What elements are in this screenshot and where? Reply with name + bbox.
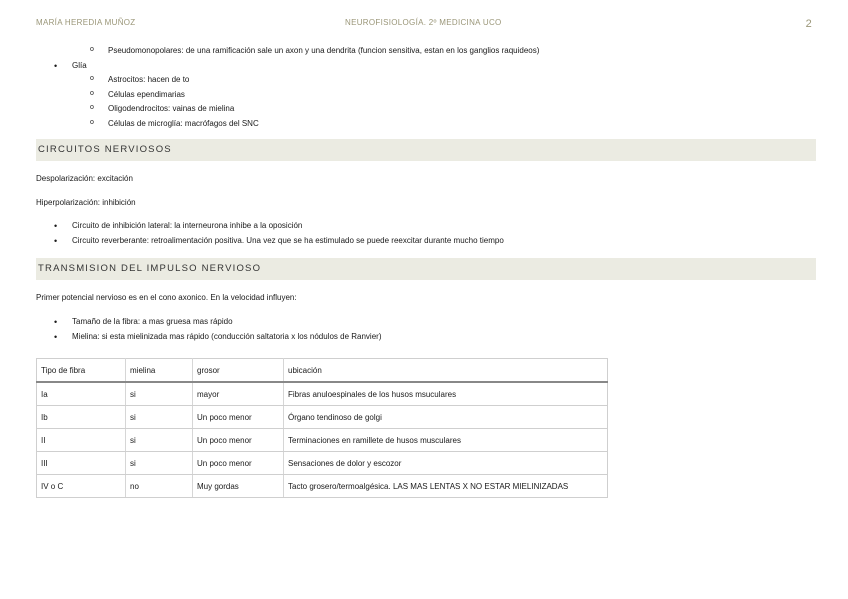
list-item: • Circuito de inhibición lateral: la interneurona inhibe a la oposición [36,219,816,234]
table-cell: Órgano tendinoso de golgi [284,406,608,429]
table-cell: Un poco menor [193,429,284,452]
table-cell: si [126,406,193,429]
paragraph: Despolarización: excitación [36,174,133,183]
table-cell: Fibras anuloespinales de los husos msuculares [284,382,608,406]
table-cell: Un poco menor [193,406,284,429]
paragraph: Hiperpolarización: inhibición [36,198,136,207]
table-row [37,452,608,475]
table-cell: III [37,452,126,475]
section-heading-transmision: TRANSMISION DEL IMPULSO NERVIOSO [36,258,816,280]
table-cell: mayor [193,382,284,406]
document-body [36,44,816,498]
table-header-row [37,359,608,383]
table-row [37,406,608,429]
list-item: • Mielina: si esta mielinizada mas rápido (conducción saltatoria x los nódulos de Ranvier) [36,330,816,345]
list-item: o Células ependimarias [36,88,816,103]
fiber-table [36,358,608,498]
transmision-list [36,315,816,344]
table-row [37,429,608,452]
table-cell: Terminaciones en ramillete de husos musculares [284,429,608,452]
table-row [37,475,608,498]
table-cell: no [126,475,193,498]
table-cell: Muy gordas [193,475,284,498]
list-item: o Oligodendrocitos: vainas de mielina [36,102,816,117]
table-cell: Un poco menor [193,452,284,475]
list-item: o Células de microglía: macrófagos del SNC [36,117,816,132]
list-item: • Glía [36,59,816,74]
paragraph: Primer potencial nervioso es en el cono axonico. En la velocidad influyen: [36,293,297,302]
table-cell: Ib [37,406,126,429]
table-cell: si [126,429,193,452]
list-item: • Tamaño de la fibra: a mas gruesa mas rápido [36,315,816,330]
table-cell: IV o C [37,475,126,498]
list-item: o Astrocitos: hacen de to [36,73,816,88]
table-cell: si [126,452,193,475]
section-heading-circuitos: CIRCUITOS NERVIOSOS [36,139,816,161]
table-cell: Sensaciones de dolor y escozor [284,452,608,475]
header-author: MARÍA HEREDIA MUÑOZ [36,18,136,27]
table-cell: Ia [37,382,126,406]
circuitos-list [36,219,816,248]
list-item: • Circuito reverberante: retroalimentación positiva. Una vez que se ha estimulado se puede reexcitar durante mucho tiempo [36,234,816,249]
header-subject: NEUROFISIOLOGÍA. 2º MEDICINA UCO [345,18,502,27]
table-cell: si [126,382,193,406]
table-cell: II [37,429,126,452]
column-header: mielina [126,359,193,383]
list-item: o Pseudomonopolares: de una ramificación sale un axon y una dendrita (funcion sensitiva, estan en los ganglios raquideos) [36,44,816,59]
page-number: 2 [805,18,812,30]
column-header: ubicación [284,359,608,383]
intro-list [36,44,816,131]
table-row [37,382,608,406]
table-cell: Tacto grosero/termoalgésica. LAS MAS LENTAS X NO ESTAR MIELINIZADAS [284,475,608,498]
column-header: grosor [193,359,284,383]
column-header: Tipo de fibra [37,359,126,383]
